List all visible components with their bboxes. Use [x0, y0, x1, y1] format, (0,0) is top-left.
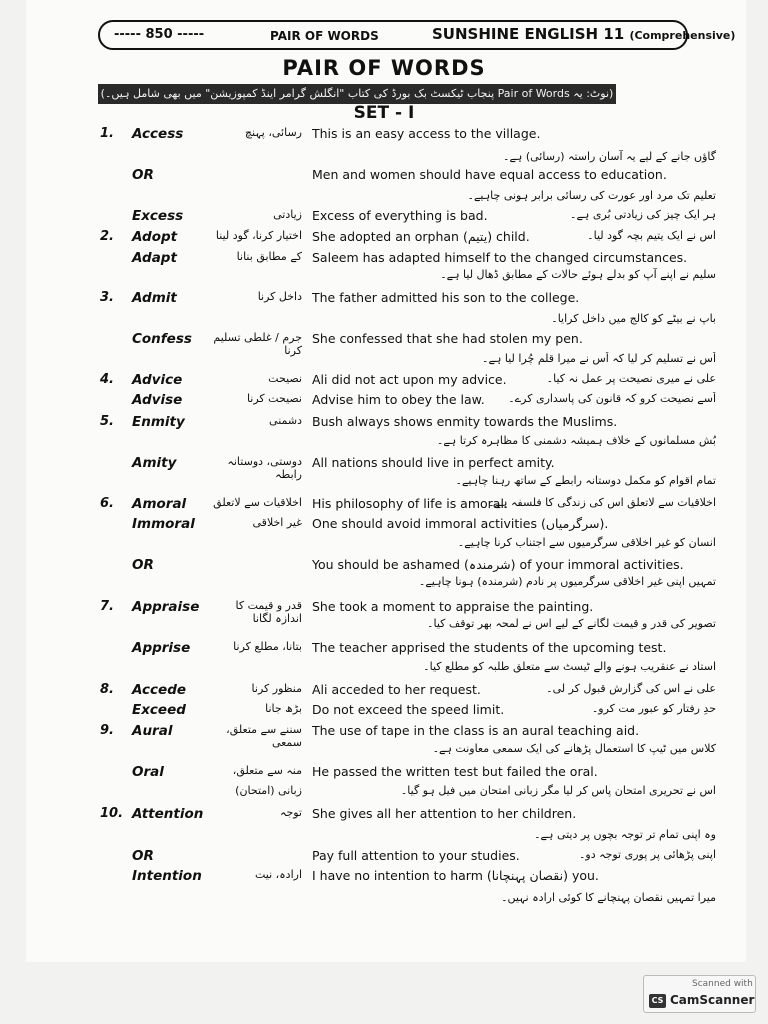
watermark-line2: CamScanner	[670, 993, 755, 1007]
word-row	[0, 848, 768, 866]
urdu-meaning: سننے سے متعلق، سمعی	[226, 723, 302, 749]
urdu-translation: باپ نے بیٹے کو کالج میں داخل کرایا۔	[551, 312, 716, 325]
headword: Excess	[132, 208, 184, 224]
urdu-meaning: اختیار کرنا، گود لینا	[215, 229, 302, 242]
camscanner-logo-icon: CS	[649, 994, 666, 1008]
english-sentence: I have no intention to harm (نقصان پہنچانا) you.	[312, 868, 599, 883]
word-row	[0, 290, 768, 308]
urdu-translation: تصویر کی قدر و قیمت لگانے کے لیے اس نے لمحہ بھر توقف کیا۔	[427, 617, 716, 630]
english-sentence: She confessed that she had stolen my pen.	[312, 331, 583, 346]
headword: Advise	[132, 392, 183, 408]
page-title: PAIR OF WORDS	[282, 56, 486, 80]
word-row	[0, 742, 768, 760]
headword: Adopt	[132, 229, 178, 245]
word-row	[0, 229, 768, 247]
english-sentence: Bush always shows enmity towards the Muslims.	[312, 414, 618, 429]
word-row	[0, 557, 768, 575]
camscanner-watermark	[643, 975, 756, 1013]
urdu-translation: حدِ رفتار کو عبور مت کرو۔	[591, 702, 716, 715]
urdu-translation: بُش مسلمانوں کے خلاف ہمیشہ دشمنی کا مظاہرہ کرتا ہے۔	[436, 434, 716, 447]
english-sentence: This is an easy access to the village.	[312, 126, 541, 141]
watermark-line1: Scanned with	[692, 979, 753, 989]
headword: OR	[132, 557, 154, 573]
word-row	[0, 414, 768, 432]
word-row	[0, 474, 768, 492]
header-section: PAIR OF WORDS	[270, 29, 379, 43]
word-row	[0, 868, 768, 886]
set-heading: SET - I	[353, 103, 415, 123]
item-number: 5.	[100, 414, 114, 429]
header-book	[432, 25, 735, 43]
urdu-translation: اُس نے تسلیم کر لیا کہ اُس نے میرا قلم چُرا لیا ہے۔	[482, 352, 716, 365]
headword: Adapt	[132, 250, 177, 266]
word-row	[0, 575, 768, 593]
headword: Enmity	[132, 414, 185, 430]
urdu-meaning: غیر اخلاقی	[252, 516, 302, 529]
headword: Aural	[132, 723, 173, 739]
item-number: 6.	[100, 496, 114, 511]
english-sentence: Do not exceed the speed limit.	[312, 702, 505, 717]
urdu-meaning: توجہ	[280, 806, 302, 819]
headword: Accede	[132, 682, 187, 698]
urdu-meaning: جرم / غلطی تسلیم کرنا	[213, 331, 302, 357]
english-sentence: He passed the written test but failed the oral.	[312, 764, 598, 779]
english-sentence: Excess of everything is bad.	[312, 208, 488, 223]
english-sentence: She took a moment to appraise the painting.	[312, 599, 594, 614]
urdu-translation: علی نے اس کی گزارش قبول کر لی۔	[546, 682, 716, 695]
headword: OR	[132, 848, 154, 864]
english-sentence: One should avoid immoral activities (سرگرمیاں).	[312, 516, 609, 531]
urdu-meaning: منظور کرنا	[251, 682, 302, 695]
urdu-translation: تعلیم تک مرد اور عورت کی رسائی برابر ہونی چاہیے۔	[467, 189, 716, 202]
urdu-translation: اخلاقیات سے لاتعلق اس کی زندگی کا فلسفہ ہے۔	[488, 496, 716, 509]
word-row	[0, 352, 768, 370]
word-row	[0, 828, 768, 846]
urdu-meaning: داخل کرنا	[257, 290, 302, 303]
urdu-translation: کلاس میں ٹیپ کا استعمال پڑھانے کی ایک سمعی معاونت ہے۔	[432, 742, 716, 755]
urdu-translation: انسان کو غیر اخلاقی سرگرمیوں سے اجتناب کرنا چاہیے۔	[457, 536, 716, 549]
english-sentence: Saleem has adapted himself to the changed circumstances.	[312, 250, 688, 265]
urdu-translation: میرا تمہیں نقصان پہنچانے کا کوئی ارادہ نہیں۔	[501, 891, 716, 904]
word-row	[0, 331, 768, 357]
item-number: 9.	[100, 723, 114, 738]
urdu-translation: گاؤں جانے کے لیے یہ آسان راستہ (رسائی) ہے۔	[503, 150, 716, 163]
word-row	[0, 189, 768, 207]
urdu-meaning: قدر و قیمت کا اندازہ لگانا	[235, 599, 302, 625]
word-row	[0, 250, 768, 268]
headword: Confess	[132, 331, 192, 347]
book-title: SUNSHINE ENGLISH 11	[432, 25, 625, 43]
headword: Apprise	[132, 640, 191, 656]
urdu-meaning: بڑھ جانا	[265, 702, 302, 715]
urdu-meaning: رسائی، پہنچ	[244, 126, 302, 139]
page-number: ----- 850 -----	[114, 27, 205, 42]
headword: OR	[132, 167, 154, 183]
page-header	[98, 20, 736, 50]
english-sentence: You should be ashamed (شرمندہ) of your immoral activities.	[312, 557, 684, 572]
word-row	[0, 312, 768, 330]
word-row	[0, 682, 768, 700]
urdu-meaning: نصیحت کرنا	[246, 392, 302, 405]
word-row	[0, 434, 768, 452]
word-row	[0, 806, 768, 824]
headword: Appraise	[132, 599, 200, 615]
word-row	[0, 372, 768, 390]
item-number: 1.	[100, 126, 114, 141]
headword: Advice	[132, 372, 183, 388]
urdu-meaning: اخلاقیات سے لاتعلق	[213, 496, 302, 509]
book-subtitle: (Comprehensive)	[629, 29, 736, 42]
english-sentence: The teacher apprised the students of the upcoming test.	[312, 640, 667, 655]
item-number: 7.	[100, 599, 114, 614]
word-row	[0, 392, 768, 410]
urdu-translation: اپنی پڑھائی پر پوری توجہ دو۔	[578, 848, 716, 861]
urdu-translation: اُسے نصیحت کرو کہ قانون کی پاسداری کرے۔	[508, 392, 716, 405]
english-sentence: Ali did not act upon my advice.	[312, 372, 507, 387]
headword: Exceed	[132, 702, 186, 718]
headword: Attention	[132, 806, 204, 822]
urdu-meaning: بتانا، مطلع کرنا	[233, 640, 302, 653]
urdu-translation: تمہیں اپنی غیر اخلاقی سرگرمیوں پر نادم (شرمندہ) ہونا چاہیے۔	[418, 575, 716, 588]
english-sentence: Ali acceded to her request.	[312, 682, 481, 697]
english-sentence: The father admitted his son to the college.	[312, 290, 580, 305]
english-sentence: She gives all her attention to her children.	[312, 806, 577, 821]
word-row	[0, 126, 768, 144]
word-row	[0, 496, 768, 514]
english-sentence: Men and women should have equal access to education.	[312, 167, 667, 182]
headword: Access	[132, 126, 184, 142]
urdu-translation: ہر ایک چیز کی زیادتی بُری ہے۔	[570, 208, 716, 221]
word-row	[0, 640, 768, 658]
word-row	[0, 516, 768, 534]
urdu-meaning: زبانی (امتحان)	[235, 784, 302, 797]
headword: Immoral	[132, 516, 195, 532]
word-row	[0, 764, 768, 782]
word-row	[0, 891, 768, 909]
english-sentence: His philosophy of life is amoral.	[312, 496, 508, 511]
urdu-translation: استاد نے عنقریب ہونے والے ٹیسٹ سے متعلق طلبہ کو مطلع کیا۔	[423, 660, 716, 673]
urdu-meaning: دوستی، دوستانہ رابطہ	[227, 455, 302, 481]
urdu-translation: تمام اقوام کو مکمل دوستانہ رابطے کے ساتھ رہنا چاہیے۔	[455, 474, 716, 487]
english-sentence: The use of tape in the class is an aural teaching aid.	[312, 723, 640, 738]
english-sentence: All nations should live in perfect amity.	[312, 455, 555, 470]
item-number: 3.	[100, 290, 114, 305]
item-number: 10.	[100, 806, 124, 821]
urdu-meaning: دشمنی	[269, 414, 302, 427]
word-row	[0, 702, 768, 720]
urdu-translation: سلیم نے اپنے آپ کو بدلے ہوئے حالات کے مطابق ڈھال لیا ہے۔	[440, 268, 716, 281]
item-number: 2.	[100, 229, 114, 244]
english-sentence: She adopted an orphan (یتیم) child.	[312, 229, 530, 244]
word-row	[0, 208, 768, 226]
headword: Amity	[132, 455, 177, 471]
urdu-meaning: منہ سے متعلق،	[232, 764, 302, 777]
word-row	[0, 536, 768, 554]
urdu-translation: وہ اپنی تمام تر توجہ بچوں پر دیتی ہے۔	[534, 828, 716, 841]
headword: Amoral	[132, 496, 187, 512]
urdu-meaning: کے مطابق بنانا	[236, 250, 302, 263]
word-row	[0, 617, 768, 635]
english-sentence: Pay full attention to your studies.	[312, 848, 520, 863]
word-row	[0, 660, 768, 678]
headword: Oral	[132, 764, 164, 780]
headword: Intention	[132, 868, 202, 884]
word-row	[0, 268, 768, 286]
english-sentence: Advise him to obey the law.	[312, 392, 485, 407]
item-number: 8.	[100, 682, 114, 697]
urdu-meaning: زیادتی	[273, 208, 302, 221]
urdu-translation: علی نے میری نصیحت پر عمل نہ کیا۔	[546, 372, 716, 385]
word-row	[0, 167, 768, 185]
urdu-translation: اس نے تحریری امتحان پاس کر لیا مگر زبانی امتحان میں فیل ہو گیا۔	[400, 784, 716, 797]
note-banner: (نوٹ: یہ Pair of Words پنجاب ٹیکسٹ بک بورڈ کی کتاب "انگلش گرامر اینڈ کمپوزیشن" میں بھی شامل ہیں۔)	[98, 84, 616, 104]
word-row	[0, 150, 768, 168]
headword: Admit	[132, 290, 177, 306]
urdu-translation: اس نے ایک یتیم بچہ گود لیا۔	[587, 229, 716, 242]
item-number: 4.	[100, 372, 114, 387]
word-row	[0, 784, 768, 802]
urdu-meaning: نصیحت	[268, 372, 302, 385]
urdu-meaning: ارادہ، نیت	[255, 868, 302, 881]
